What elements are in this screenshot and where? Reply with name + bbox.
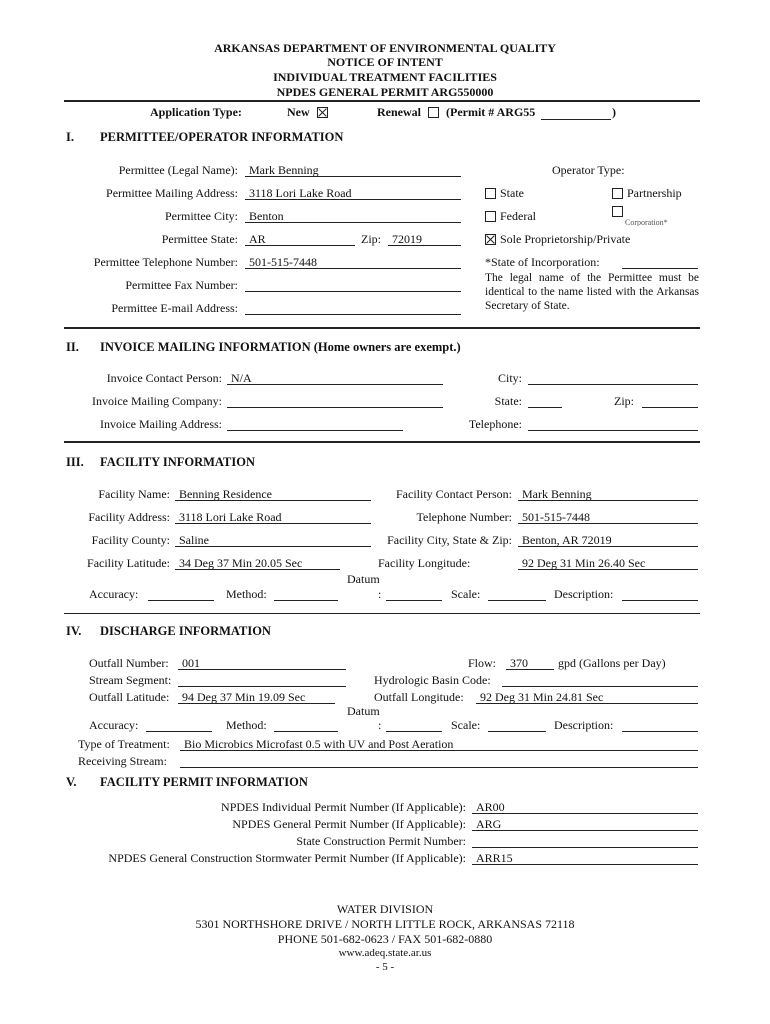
invoice-state-label: State: <box>494 394 522 408</box>
receiving-stream-field[interactable] <box>180 754 698 768</box>
permittee-fax-label: Permittee Fax Number: <box>125 278 238 292</box>
facility-method-label: Method: <box>226 587 267 601</box>
facility-county-field[interactable]: Saline <box>175 533 371 547</box>
footer-address: 5301 NORTHSHORE DRIVE / NORTH LITTLE ROCK, ARKANSAS 72118 <box>195 917 575 931</box>
operator-corporation-checkbox[interactable] <box>612 206 623 217</box>
notice-title: NOTICE OF INTENT <box>327 55 443 69</box>
construction-permit-field[interactable] <box>472 834 698 848</box>
invoice-zip-field[interactable] <box>642 394 698 408</box>
facility-longitude-label: Facility Longitude: <box>378 556 471 570</box>
outfall-longitude-field[interactable]: 92 Deg 31 Min 24.81 Sec <box>476 690 698 704</box>
permittee-state-label: Permittee State: <box>161 232 238 246</box>
facility-city-label: Facility City, State & Zip: <box>387 533 512 547</box>
footer-division: WATER DIVISION <box>336 902 434 916</box>
outfall-datum-label: Datum <box>347 704 380 718</box>
new-checkbox[interactable] <box>317 107 328 118</box>
facility-contact-field[interactable]: Mark Benning <box>518 487 698 501</box>
invoice-city-field[interactable] <box>528 371 698 385</box>
section-3-title: FACILITY INFORMATION <box>100 455 255 469</box>
individual-permit-label: NPDES Individual Permit Number (If Applicable): <box>221 800 466 814</box>
page-number: - 5 - <box>375 961 395 973</box>
application-type-label: Application Type: <box>150 105 242 119</box>
outfall-longitude-label: Outfall Longitude: <box>374 690 464 704</box>
flow-label: Flow: <box>468 656 497 670</box>
facility-latitude-field[interactable]: 34 Deg 37 Min 20.05 Sec <box>175 556 340 570</box>
permittee-fax-field[interactable] <box>245 278 461 292</box>
facility-address-label: Facility Address: <box>88 510 170 524</box>
section-1-rule <box>64 327 700 329</box>
permittee-name-field[interactable]: Mark Benning <box>245 163 461 177</box>
facility-datum-colon: : <box>378 587 382 601</box>
section-2-rule <box>64 441 700 443</box>
stormwater-permit-label: NPDES General Construction Stormwater Permit Number (If Applicable): <box>108 851 466 865</box>
operator-federal-label: Federal <box>500 209 536 223</box>
renewal-option[interactable] <box>377 105 535 120</box>
stream-segment-field[interactable] <box>178 673 346 687</box>
construction-permit-label: State Construction Permit Number: <box>296 834 466 848</box>
outfall-accuracy-field[interactable] <box>146 718 212 732</box>
operator-state-label: State <box>500 186 524 200</box>
section-3-number: III. <box>66 455 84 469</box>
permittee-address-field[interactable]: 3118 Lori Lake Road <box>245 186 461 200</box>
outfall-datum-field[interactable] <box>386 718 442 732</box>
renewal-label: Renewal <box>377 105 421 119</box>
facility-contact-label: Facility Contact Person: <box>396 487 512 501</box>
permittee-phone-label: Permittee Telephone Number: <box>93 255 238 269</box>
invoice-telephone-field[interactable] <box>528 417 698 431</box>
section-3-rule <box>64 613 700 614</box>
outfall-description-field[interactable] <box>622 718 698 732</box>
facility-method-field[interactable] <box>274 587 338 601</box>
section-2-number: II. <box>66 340 79 354</box>
state-incorporation-label: *State of Incorporation: <box>485 255 600 269</box>
outfall-latitude-field[interactable]: 94 Deg 37 Min 19.09 Sec <box>178 690 335 704</box>
footer-phone: PHONE 501-682-0623 / FAX 501-682-0880 <box>277 932 493 946</box>
outfall-method-label: Method: <box>226 718 267 732</box>
operator-partnership-label: Partnership <box>627 186 682 200</box>
invoice-city-label: City: <box>497 371 522 385</box>
invoice-zip-label: Zip: <box>614 394 634 408</box>
facility-phone-label: Telephone Number: <box>416 510 512 524</box>
facility-longitude-field[interactable]: 92 Deg 31 Min 26.40 Sec <box>518 556 698 570</box>
footer-web[interactable]: www.adeq.state.ar.us <box>338 947 432 959</box>
section-1-title: PERMITTEE/OPERATOR INFORMATION <box>100 130 344 144</box>
header-rule <box>64 100 700 102</box>
facility-description-label: Description: <box>554 587 614 601</box>
facility-county-label: Facility County: <box>91 533 170 547</box>
section-1-number: I. <box>66 130 74 144</box>
permittee-city-label: Permittee City: <box>165 209 238 223</box>
permittee-email-field[interactable] <box>245 301 461 315</box>
invoice-contact-field[interactable]: N/A <box>227 371 443 385</box>
treatment-type-field[interactable]: Bio Microbics Microfast 0.5 with UV and Post Aeration <box>180 737 698 751</box>
facility-city-field[interactable]: Benton, AR 72019 <box>518 533 698 547</box>
permittee-city-field[interactable]: Benton <box>245 209 461 223</box>
facility-latitude-label: Facility Latitude: <box>87 556 170 570</box>
facility-scale-field[interactable] <box>488 587 546 601</box>
outfall-number-field[interactable]: 001 <box>178 656 346 670</box>
stream-segment-label: Stream Segment: <box>89 673 172 687</box>
new-option[interactable] <box>287 105 332 120</box>
permittee-address-label: Permittee Mailing Address: <box>106 186 238 200</box>
basin-code-label: Hydrologic Basin Code: <box>374 673 491 687</box>
invoice-address-label: Invoice Mailing Address: <box>100 417 222 431</box>
facility-scale-label: Scale: <box>451 587 481 601</box>
agency-title: ARKANSAS DEPARTMENT OF ENVIRONMENTAL QUALITY <box>214 41 556 55</box>
section-4-title: DISCHARGE INFORMATION <box>100 624 271 638</box>
outfall-number-label: Outfall Number: <box>89 656 169 670</box>
facility-datum-label: Datum <box>347 572 380 586</box>
section-5-number: V. <box>66 775 77 789</box>
permit-title: NPDES GENERAL PERMIT ARG550000 <box>276 85 494 99</box>
renewal-checkbox[interactable] <box>428 107 439 118</box>
operator-sole-checkbox[interactable] <box>485 234 496 245</box>
operator-sole-label: Sole Proprietorship/Private <box>500 232 631 246</box>
facility-accuracy-field[interactable] <box>148 587 214 601</box>
permittee-email-label: Permittee E-mail Address: <box>111 301 238 315</box>
individual-permit-field[interactable]: AR00 <box>472 800 698 814</box>
permit-number-field[interactable] <box>541 106 611 120</box>
operator-federal-option[interactable] <box>485 209 536 224</box>
operator-federal-checkbox[interactable] <box>485 211 496 222</box>
operator-partnership-checkbox[interactable] <box>612 188 623 199</box>
basin-code-field[interactable] <box>502 673 698 687</box>
invoice-address-field[interactable] <box>227 417 403 431</box>
section-4-number: IV. <box>66 624 82 638</box>
general-permit-field[interactable]: ARG <box>472 817 698 831</box>
operator-state-option[interactable] <box>485 186 524 201</box>
invoice-state-field[interactable] <box>528 394 562 408</box>
invoice-company-field[interactable] <box>227 394 443 408</box>
facilities-title: INDIVIDUAL TREATMENT FACILITIES <box>273 70 497 84</box>
outfall-method-field[interactable] <box>274 718 338 732</box>
stormwater-permit-field[interactable]: ARR15 <box>472 851 698 865</box>
new-label: New <box>287 105 310 119</box>
permittee-zip-label: Zip: <box>361 232 381 246</box>
outfall-scale-label: Scale: <box>451 718 481 732</box>
outfall-datum-colon: : <box>378 718 382 732</box>
flow-field[interactable]: 370 <box>506 656 554 670</box>
operator-corporation-label: Corporation* <box>625 218 668 226</box>
facility-accuracy-label: Accuracy: <box>89 587 139 601</box>
facility-description-field[interactable] <box>622 587 698 601</box>
outfall-scale-field[interactable] <box>488 718 546 732</box>
permittee-zip-field[interactable]: 72019 <box>388 232 461 246</box>
operator-sole-option[interactable] <box>485 232 630 247</box>
facility-address-field[interactable]: 3118 Lori Lake Road <box>175 510 371 524</box>
general-permit-label: NPDES General Permit Number (If Applicable): <box>232 817 466 831</box>
outfall-description-label: Description: <box>554 718 614 732</box>
facility-datum-field[interactable] <box>386 587 442 601</box>
permittee-state-field[interactable]: AR <box>245 232 355 246</box>
outfall-accuracy-label: Accuracy: <box>89 718 139 732</box>
permit-number-label: (Permit # ARG55 <box>446 105 536 119</box>
permit-number-close: ) <box>612 105 616 119</box>
permittee-phone-field[interactable]: 501-515-7448 <box>245 255 461 269</box>
invoice-contact-label: Invoice Contact Person: <box>106 371 222 385</box>
facility-phone-field[interactable]: 501-515-7448 <box>518 510 698 524</box>
state-incorporation-field[interactable] <box>622 255 698 269</box>
facility-name-field[interactable]: Benning Residence <box>175 487 371 501</box>
outfall-latitude-label: Outfall Latitude: <box>89 690 170 704</box>
receiving-stream-label: Receiving Stream: <box>78 754 167 768</box>
operator-partnership-option[interactable] <box>612 186 682 201</box>
treatment-type-label: Type of Treatment: <box>78 737 170 751</box>
operator-state-checkbox[interactable] <box>485 188 496 199</box>
operator-type-label: Operator Type: <box>552 163 625 177</box>
operator-corporation-option[interactable] <box>612 204 627 219</box>
legal-name-note: The legal name of the Permittee must be identical to the name listed with the Arkansas Secretary of State. <box>485 272 699 312</box>
invoice-telephone-label: Telephone: <box>468 417 522 431</box>
flow-unit: gpd (Gallons per Day) <box>558 656 666 670</box>
invoice-company-label: Invoice Mailing Company: <box>92 394 222 408</box>
facility-name-label: Facility Name: <box>98 487 170 501</box>
section-2-title: INVOICE MAILING INFORMATION (Home owners are exempt.) <box>100 340 461 354</box>
permittee-name-label: Permittee (Legal Name): <box>118 163 238 177</box>
section-5-title: FACILITY PERMIT INFORMATION <box>100 775 308 789</box>
